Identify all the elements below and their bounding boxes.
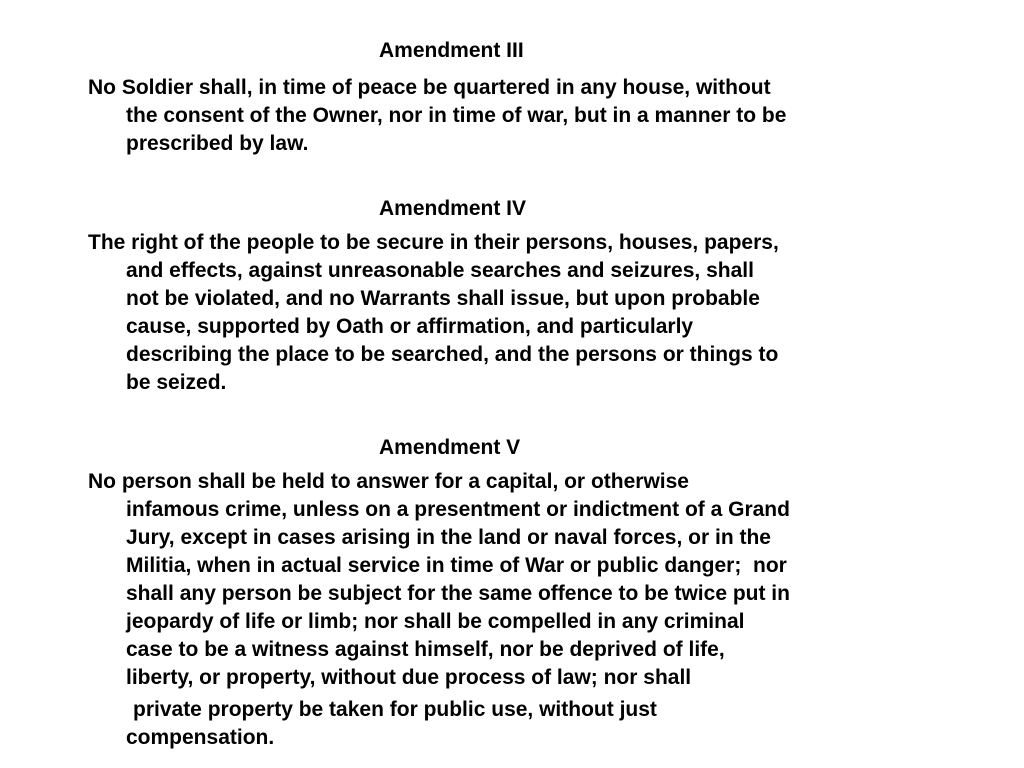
text-line: jeopardy of life or limb; nor shall be compelled in any criminal [126, 610, 745, 633]
text-line: prescribed by law. [126, 132, 309, 155]
text-line: cause, supported by Oath or affirmation, and particularly [126, 315, 694, 338]
text-line: The right of the people to be secure in their persons, houses, papers, [88, 231, 779, 254]
amendment-v-text [88, 468, 790, 692]
text-line: compensation. [126, 726, 275, 749]
text-line: liberty, or property, without due process of law; nor shall [126, 666, 692, 689]
amendment-v-heading: Amendment V [379, 436, 521, 459]
text-line: No person shall be held to answer for a capital, or otherwise [88, 470, 689, 493]
text-line: No Soldier shall, in time of peace be quartered in any house, without [88, 76, 771, 99]
text-line: and effects, against unreasonable searches and seizures, shall [126, 259, 754, 282]
amendment-iii-text [88, 74, 786, 158]
text-line: private property be taken for public use, without just [133, 698, 657, 721]
amendment-iv-text [88, 229, 779, 397]
text-line: Jury, except in cases arising in the land or naval forces, or in the [126, 526, 771, 549]
text-line: infamous crime, unless on a presentment or indictment of a Grand [126, 498, 790, 521]
text-line: not be violated, and no Warrants shall issue, but upon probable [126, 287, 760, 310]
text-line: shall any person be subject for the same offence to be twice put in [126, 582, 790, 605]
text-line: be seized. [126, 371, 227, 394]
text-line: Militia, when in actual service in time of War or public danger; nor [126, 554, 787, 577]
text-line: case to be a witness against himself, nor be deprived of life, [126, 638, 725, 661]
text-line: the consent of the Owner, nor in time of war, but in a manner to be [126, 104, 787, 127]
amendment-iv-heading: Amendment IV [379, 197, 527, 220]
amendment-v-continuation [88, 696, 657, 752]
amendment-iii-heading: Amendment III [379, 39, 524, 62]
text-line: describing the place to be searched, and the persons or things to [126, 343, 779, 366]
